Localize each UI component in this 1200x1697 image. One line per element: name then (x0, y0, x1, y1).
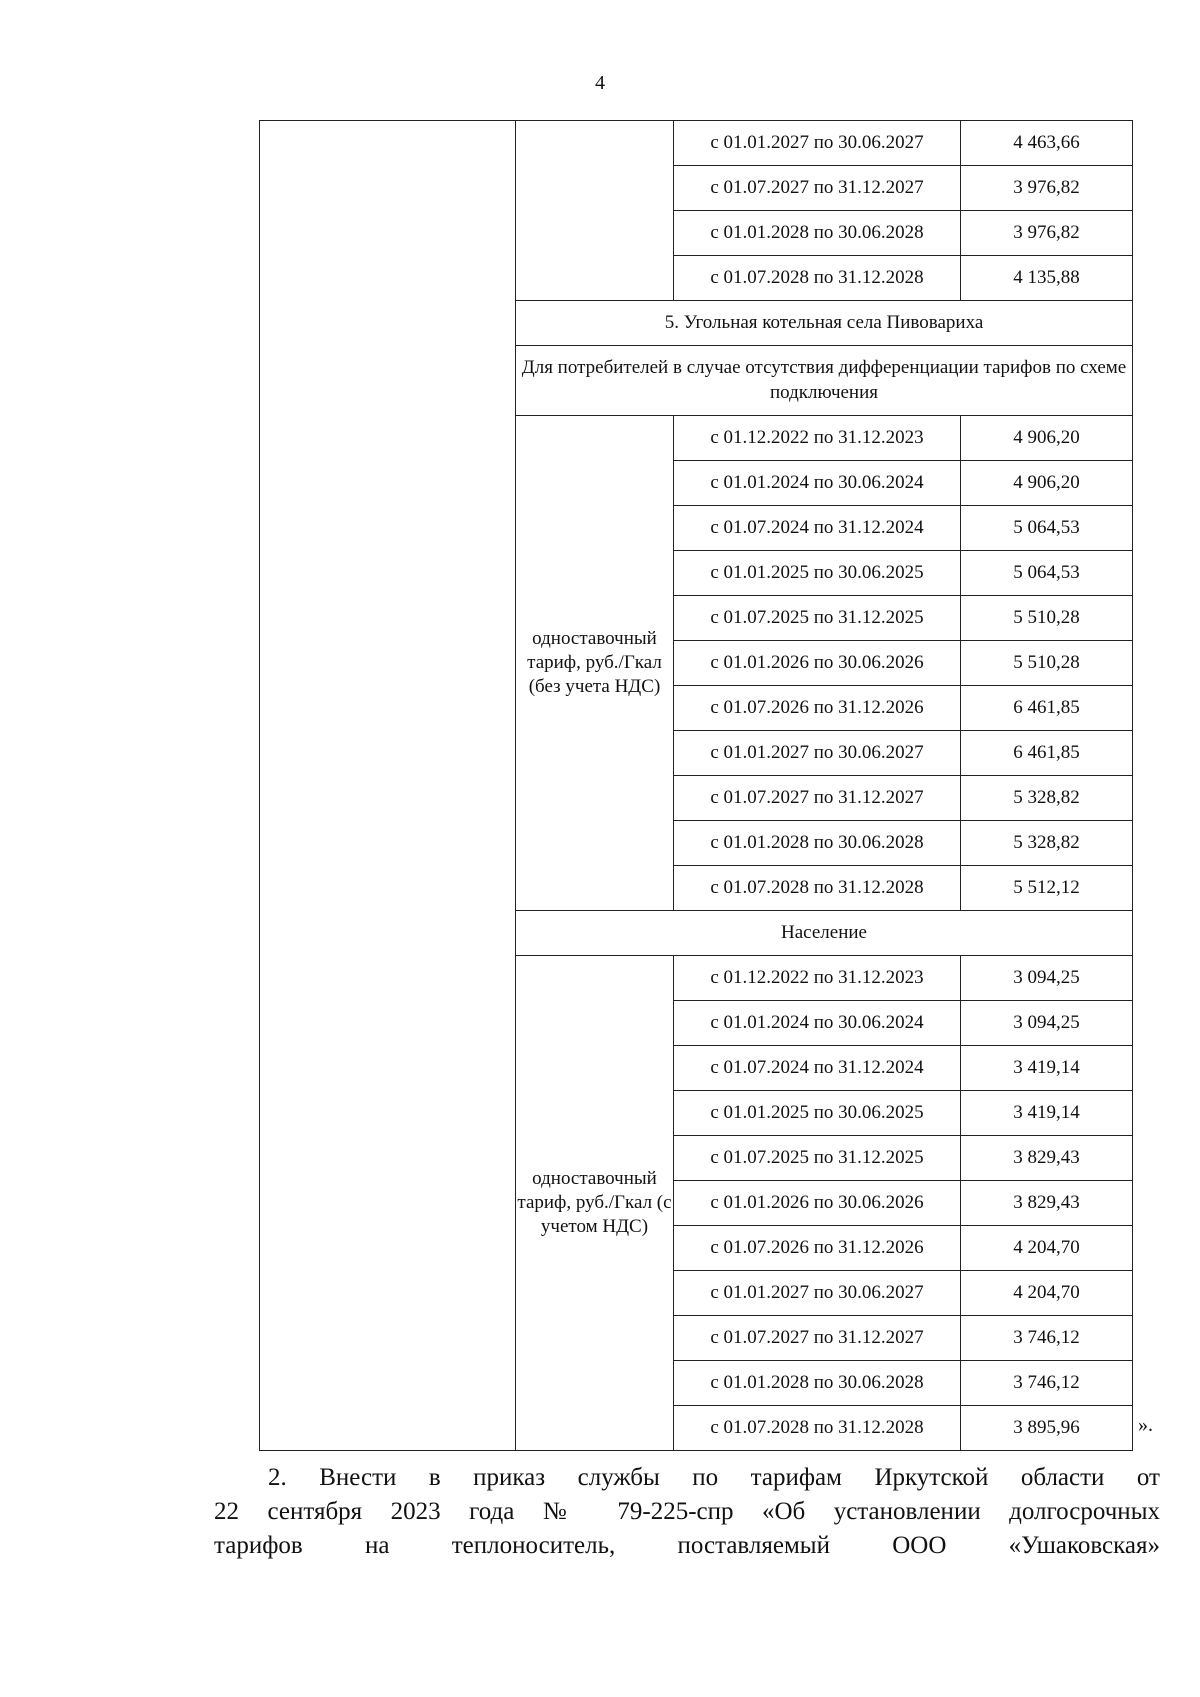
closing-quote: ». (1138, 1414, 1153, 1436)
period-cell: с 01.12.2022 по 31.12.2023 (674, 416, 961, 461)
paragraph-line-1: 2. Внести в приказ службы по тарифам Иркутской области от (268, 1464, 1160, 1491)
amendment-paragraph (214, 1461, 1160, 1563)
tariff-value-cell: 3 419,14 (961, 1091, 1133, 1136)
period-cell: с 01.12.2022 по 31.12.2023 (674, 956, 961, 1001)
period-cell: с 01.07.2025 по 31.12.2025 (674, 1136, 961, 1181)
tariff-value-cell: 4 906,20 (961, 461, 1133, 506)
tariff-value-cell: 4 204,70 (961, 1226, 1133, 1271)
page-number: 4 (595, 72, 605, 94)
tariff-value-cell: 5 512,12 (961, 866, 1133, 911)
tariff-table-body (260, 121, 1133, 1451)
tariff-value-cell: 3 094,25 (961, 956, 1133, 1001)
tariff-value-cell: 3 094,25 (961, 1001, 1133, 1046)
tariff-label-no-vat: одноставочный тариф, руб./Гкал (без учета НДС) (516, 416, 674, 911)
tariff-value-cell: 3 829,43 (961, 1181, 1133, 1226)
tariff-value-cell: 3 976,82 (961, 211, 1133, 256)
period-cell: с 01.01.2027 по 30.06.2027 (674, 121, 961, 166)
period-cell: с 01.07.2028 по 31.12.2028 (674, 256, 961, 301)
tariff-value-cell: 4 906,20 (961, 416, 1133, 461)
tariff-value-cell: 3 746,12 (961, 1361, 1133, 1406)
period-cell: с 01.01.2025 по 30.06.2025 (674, 551, 961, 596)
period-cell: с 01.07.2024 по 31.12.2024 (674, 506, 961, 551)
period-cell: с 01.01.2027 по 30.06.2027 (674, 731, 961, 776)
tariff-value-cell: 3 829,43 (961, 1136, 1133, 1181)
period-cell: с 01.01.2024 по 30.06.2024 (674, 1001, 961, 1046)
tariff-value-cell: 5 328,82 (961, 821, 1133, 866)
subsection-title: Для потребителей в случае отсутствия дифференциации тарифов по схеме подключения (516, 346, 1133, 416)
tariff-value-cell: 3 895,96 (961, 1406, 1133, 1451)
tariff-value-cell: 4 135,88 (961, 256, 1133, 301)
tariff-value-cell: 4 463,66 (961, 121, 1133, 166)
period-cell: с 01.07.2025 по 31.12.2025 (674, 596, 961, 641)
period-cell: с 01.07.2027 по 31.12.2027 (674, 166, 961, 211)
period-cell: с 01.01.2025 по 30.06.2025 (674, 1091, 961, 1136)
period-cell: с 01.07.2028 по 31.12.2028 (674, 866, 961, 911)
period-cell: с 01.01.2027 по 30.06.2027 (674, 1271, 961, 1316)
tariff-value-cell: 6 461,85 (961, 731, 1133, 776)
tariff-value-cell: 5 064,53 (961, 551, 1133, 596)
tariff-value-cell: 5 510,28 (961, 641, 1133, 686)
tariff-value-cell: 3 419,14 (961, 1046, 1133, 1091)
tariff-value-cell: 5 328,82 (961, 776, 1133, 821)
period-cell: с 01.01.2026 по 30.06.2026 (674, 641, 961, 686)
paragraph-line-3: тарифов на теплоноситель, поставляемый ООО «Ушаковская» (214, 1532, 1160, 1559)
period-cell: с 01.01.2028 по 30.06.2028 (674, 211, 961, 256)
tariff-value-cell: 3 746,12 (961, 1316, 1133, 1361)
period-cell: с 01.07.2027 по 31.12.2027 (674, 1316, 961, 1361)
empty-label-cell (516, 121, 674, 301)
tariff-value-cell: 5 510,28 (961, 596, 1133, 641)
period-cell: с 01.01.2026 по 30.06.2026 (674, 1181, 961, 1226)
left-blank-column (260, 121, 516, 1451)
table-row (260, 121, 1133, 166)
period-cell: с 01.07.2027 по 31.12.2027 (674, 776, 961, 821)
period-cell: с 01.01.2028 по 30.06.2028 (674, 821, 961, 866)
tariff-value-cell: 3 976,82 (961, 166, 1133, 211)
tariff-value-cell: 4 204,70 (961, 1271, 1133, 1316)
period-cell: с 01.01.2024 по 30.06.2024 (674, 461, 961, 506)
tariff-label-with-vat: одноставочный тариф, руб./Гкал (с учетом НДС) (516, 956, 674, 1451)
period-cell: с 01.07.2026 по 31.12.2026 (674, 686, 961, 731)
period-cell: с 01.07.2028 по 31.12.2028 (674, 1406, 961, 1451)
tariff-value-cell: 6 461,85 (961, 686, 1133, 731)
period-cell: с 01.01.2028 по 30.06.2028 (674, 1361, 961, 1406)
tariff-table (259, 120, 1133, 1451)
section-title: 5. Угольная котельная села Пивовариха (516, 301, 1133, 346)
population-title: Население (516, 911, 1133, 956)
period-cell: с 01.07.2024 по 31.12.2024 (674, 1046, 961, 1091)
period-cell: с 01.07.2026 по 31.12.2026 (674, 1226, 961, 1271)
tariff-value-cell: 5 064,53 (961, 506, 1133, 551)
paragraph-line-2: 22 сентября 2023 года № 79-225-спр «Об установлении долгосрочных (214, 1498, 1160, 1525)
